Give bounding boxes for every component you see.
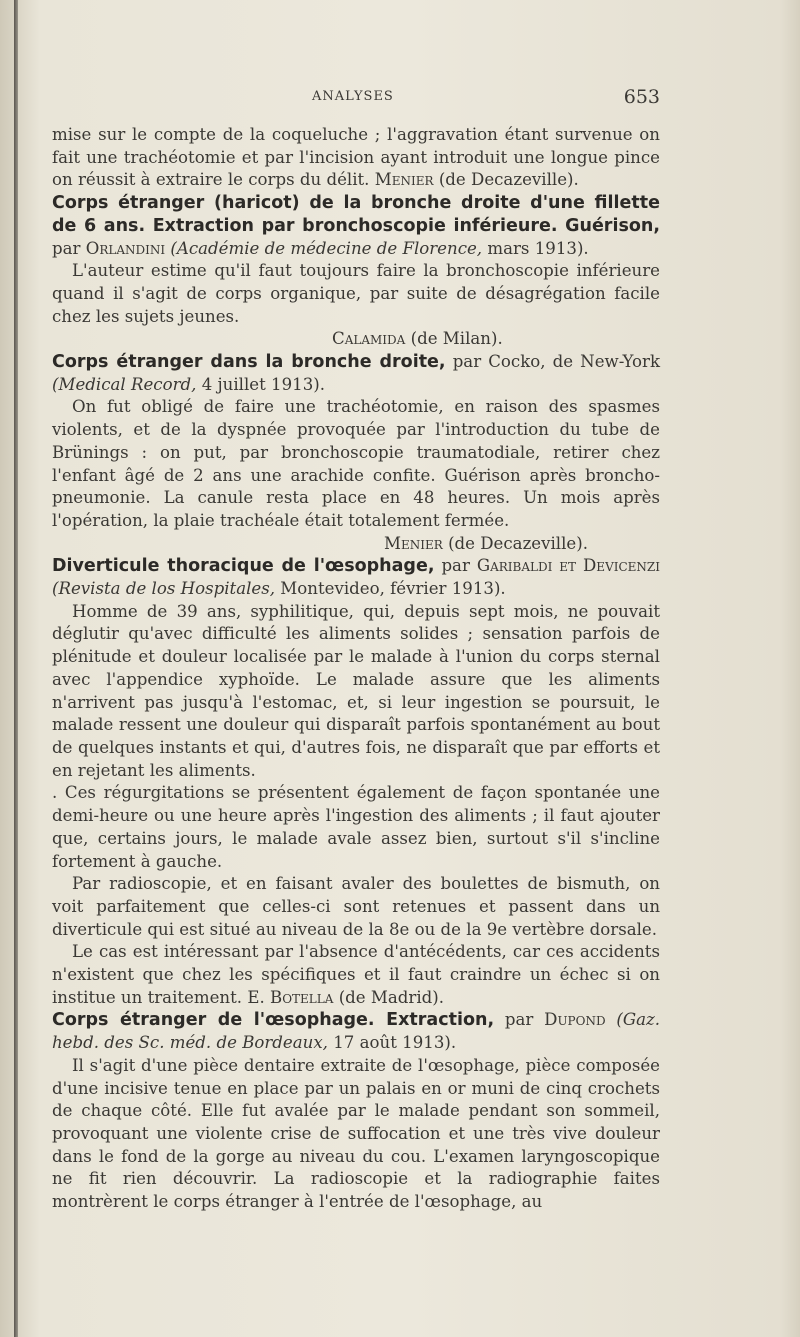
page-number: 653 <box>623 86 660 108</box>
article-title: Corps étranger (haricot) de la bronche droite d'une fillette de 6 ans. Extraction par bronchoscopie inférieure. Guérison, <box>52 193 660 236</box>
article-title: Corps étranger dans la bronche droite, <box>52 352 446 373</box>
article-body: L'auteur estime qu'il faut toujours faire la bronchoscopie inférieure quand il s'agit de corps organique, par suite de désagrégation facile chez les sujets jeunes. <box>52 261 660 326</box>
running-header <box>52 86 660 110</box>
body-text <box>52 124 660 1214</box>
article-body: Par radioscopie, et en faisant avaler des boulettes de bismuth, on voit parfaitement que celles-ci sont retenues et passent dans un diverticule qui est situé au niveau de la 8e ou de la 9e vertèbre dorsale. <box>52 874 660 939</box>
article-body: Le cas est intéressant par l'absence d'antécédents, car ces accidents n'existent que chez les spécifiques et il faut craindre un échec si on institue un traitement. E. Botella (de Madrid). <box>52 942 660 1007</box>
page-binding-edge <box>14 0 18 1337</box>
author-signature: Calamida (de Milan). <box>332 329 503 349</box>
article-cocko: Corps étranger dans la bronche droite, par Cocko, de New-York (Medical Record, 4 juillet 1913). <box>52 352 660 394</box>
article-garibaldi: Diverticule thoracique de l'œsophage, par Garibaldi et Devicenzi (Revista de los Hospitales, Montevideo, février 1913). <box>52 556 660 599</box>
article-body: Il s'agit d'une pièce dentaire extraite de l'œsophage, pièce composée d'une incisive tenue en place par un palais en or muni de cinq crochets de chaque côté. Elle fut avalée par le malade pendant son sommeil, provoquant une violente crise de suffocation et une très vive douleur dans le fond de la gorge au niveau du cou. L'examen laryngoscopique ne fit rien découvrir. La radioscopie et la radiographie faites montrèrent le corps étranger à l'entrée de l'œsophage, au <box>52 1055 660 1212</box>
article-source: (Medical Record, <box>52 374 197 394</box>
article-title: Diverticule thoracique de l'œsophage, <box>52 556 435 577</box>
running-title: ANALYSES <box>312 89 394 104</box>
paragraph-continuation: mise sur le compte de la coqueluche ; l'aggravation étant survenue on fait une trachéotomie et par l'incision ayant introduit une longue pince on réussit à extraire le corps du délit. Menier (de Decazeville). <box>52 125 660 190</box>
author-signature: Menier (de Decazeville). <box>383 533 588 553</box>
article-source: (Revista de los Hospitales, <box>52 579 276 599</box>
article-body: On fut obligé de faire une trachéotomie, en raison des spasmes violents, et de la dyspnée provoquée par l'introduction du tube de Brünings : on put, par bronchoscopie traumatodiale, retirer chez l'enfant âgé de 2 ans une arachide confite. Guérison après broncho-pneumonie. La canule resta place en 48 heures. Un mois après l'opération, la plaie trachéale était totalement fermée. <box>52 397 660 530</box>
article-source: (Gaz. hebd. des Sc. méd. de Bordeaux, <box>52 1010 661 1053</box>
article-source: (Académie de médecine de Florence, <box>170 238 483 258</box>
article-dupond: Corps étranger de l'œsophage. Extraction, par Dupond (Gaz. hebd. des Sc. méd. de Bordeaux, 17 août 1913). <box>52 1010 661 1053</box>
author-signature: E. Botella <box>247 987 334 1007</box>
article-orlandini: Corps étranger (haricot) de la bronche droite d'une fillette de 6 ans. Extraction par bronchoscopie inférieure. Guérison, par Orlandini (Académie de médecine de Florence, mars 1913). <box>52 193 660 258</box>
article-title: Corps étranger de l'œsophage. Extraction, <box>52 1010 495 1031</box>
article-body: . Ces régurgitations se présentent également de façon spontanée une demi-heure ou une heure après l'ingestion des aliments ; il faut ajouter que, certains jours, le malade avale assez bien, surtout s'il s'incline fortement à gauche. <box>52 783 660 871</box>
author-signature: Menier <box>374 170 434 190</box>
article-body: Homme de 39 ans, syphilitique, qui, depuis sept mois, ne pouvait déglutir qu'avec difficulté les aliments solides ; sensation parfois de plénitude et douleur localisée par le malade à l'union du corps sternal avec l'appendice xyphoïde. Le malade assure que les aliments n'arrivent pas jusqu'à l'estomac, et, si leur ingestion se poursuit, le malade ressent une douleur qui disparaît parfois spontanément au bout de quelques instants et qui, d'autres fois, ne disparaît que par efforts et en rejetant les aliments. <box>52 601 660 780</box>
